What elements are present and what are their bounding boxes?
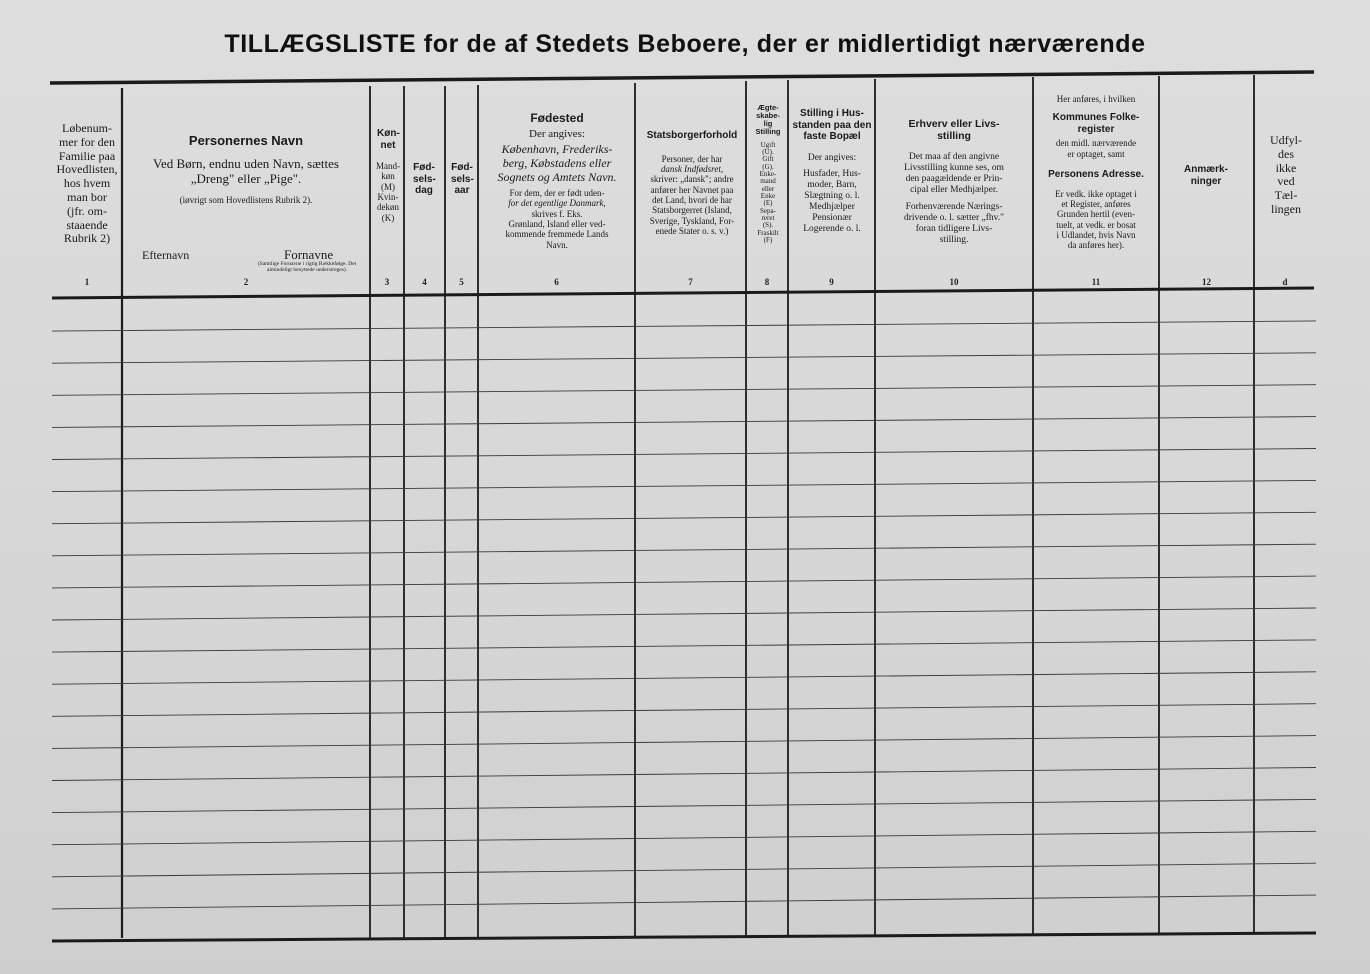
top-rule — [50, 72, 1314, 83]
col-number-5: 5 — [459, 277, 464, 287]
row-rule — [52, 704, 1316, 717]
header-col-d: Udfyl- des ikke ved Tæl- lingen — [1270, 134, 1302, 216]
col-number-8: 8 — [764, 277, 770, 287]
row-rule — [52, 321, 1316, 331]
row-rule — [52, 353, 1316, 363]
subheader-efternavn: Efternavn — [142, 248, 190, 262]
header-col-8: Ægte-skabe-lig Stilling Ugift (U). Gift (G). Enke- mand eller Enke (E) Sepa- reret (S). Fraskilt (F) — [755, 104, 781, 244]
col-2-title: Personernes Navn — [188, 134, 304, 148]
header-col-5: Fød-sels-aar — [451, 162, 474, 196]
row-rule — [52, 417, 1316, 428]
row-rule — [52, 736, 1316, 749]
col-number-10: 10 — [949, 277, 959, 287]
header-col-10: Erhverv eller Livs-stilling Det maa af den angivne Livsstilling kunne ses, om den paagældende er Prin- cipal eller Medhjælper. Forhenværende Nærings- drivende o. l. sætter „fhv." foran tidligere Livs- stilling. — [903, 118, 1005, 245]
header-col-11: Her anføres, i hvilken Kommunes Folke-register den midl. nærværende er optaget, samt Personens Adresse. Er vedk. ikke optaget i et Register, anføres Grunden hertil (even- tuelt, at vedk. er bosat i Udlandet, hvis Navn da anføres her). — [1048, 94, 1144, 251]
header-col-3: Køn-net Mand- køn (M) Kvin- dekøn (K) — [376, 128, 400, 223]
subheader-fornavne: Fornavne — [284, 247, 334, 262]
row-rule — [52, 640, 1316, 652]
bottom-rule — [52, 933, 1316, 941]
row-rule — [52, 512, 1316, 523]
header-col-7: Statsborgerforhold Personer, der har dansk Indfødsret, skriver: „dansk"; andre anfører her Navnet paa det Land, hvori de har Statsborgerret (Island, Sverige, Tyskland, For- enede Stater o. s. v.) — [646, 130, 738, 236]
row-rule — [52, 768, 1316, 781]
col-number-7: 7 — [688, 277, 693, 287]
header-col-4: Fød-sels-dag — [413, 162, 436, 196]
header-col-6: Fødested Der angives: København, Frederiks- berg, Købstadens eller Sognets og Amtets Navn. For dem, der er født uden- for det egentlige Danmark, skrives f. Eks. Grønland, Island eller ved- kommende fremmede Lands Navn. — [497, 112, 617, 250]
col-number-11: 11 — [1091, 277, 1101, 287]
row-rule — [52, 385, 1316, 396]
row-rule — [52, 449, 1316, 460]
header-col-12: Anmærk-ninger — [1184, 164, 1228, 187]
col-number-9: 9 — [829, 277, 834, 287]
row-rule — [52, 480, 1316, 491]
col-number-1: 1 — [84, 277, 90, 287]
header-bottom-rule — [52, 288, 1314, 298]
page-title: TILLÆGSLISTE for de af Stedets Beboere, der er midlertidigt nærværende — [224, 30, 1146, 58]
row-rule — [52, 831, 1316, 844]
col-number-12: 12 — [1202, 277, 1211, 287]
row-rule — [52, 544, 1316, 556]
col-number-6: 6 — [554, 277, 559, 287]
row-rule — [52, 576, 1316, 588]
row-rule — [52, 895, 1316, 909]
row-rule — [52, 672, 1316, 684]
header-col-9: Stilling i Hus-standen paa den faste Bopæl Der angives: Husfader, Hus- moder, Barn, Slægtning o. l. Medhjælper Pensionær Logerende o. l. — [792, 108, 872, 235]
col-number-3: 3 — [384, 277, 390, 287]
col-number-d: d — [1282, 277, 1288, 287]
row-rule — [52, 799, 1316, 812]
header-col-1: Løbenum- mer for den Familie paa Hovedlisten, hos hvem man bor (jfr. om- staaende Rubrik 2) — [56, 122, 118, 246]
header-col-2: Personernes Navn Ved Børn, endnu uden Navn, sættes „Dreng" eller „Pige". (iøvrigt som Hovedlistens Rubrik 2). — [128, 134, 364, 205]
col-number-2: 2 — [243, 277, 249, 287]
row-rule — [52, 608, 1316, 620]
fornavne-note: (Samtlige Fornavne i rigtig Rækkefølge. Det almindeligt benyttede understreges). — [257, 261, 357, 274]
col-number-4: 4 — [422, 277, 427, 287]
row-rule — [52, 863, 1316, 877]
